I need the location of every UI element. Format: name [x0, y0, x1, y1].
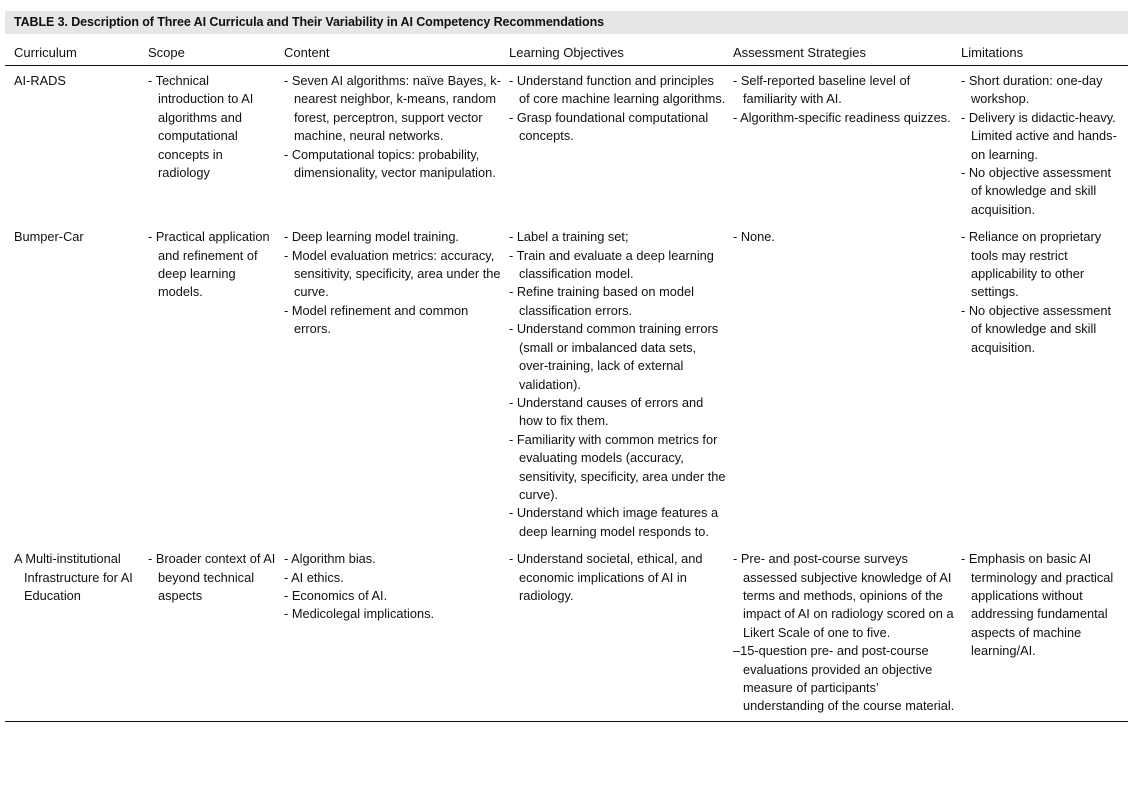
- limitations-list: [961, 550, 1122, 660]
- col-header-limitations: Limitations: [961, 43, 1128, 66]
- scope-item: - Technical introduction to AI algorithms and computational concepts in radiology: [148, 73, 254, 181]
- objectives-item: - Refine training based on model classification errors.: [509, 284, 694, 318]
- content-item: - Economics of AI.: [284, 587, 388, 603]
- col-header-content: Content: [284, 43, 509, 66]
- content-item: - Computational topics: probability, dimensionality, vector manipulation.: [284, 146, 496, 181]
- cell-curriculum: [5, 544, 148, 721]
- cell-limitations: [961, 66, 1128, 223]
- content-item: - Algorithm bias.: [284, 551, 376, 567]
- table-row: [5, 544, 1128, 721]
- table-row: [5, 222, 1128, 544]
- curriculum-name: Bumper-Car: [14, 229, 84, 245]
- objectives-item: - Understand common training errors (small or imbalanced data sets, over-training, lack of external validation).: [509, 321, 719, 392]
- assessment-item: - None.: [733, 229, 775, 245]
- objectives-item: - Understand function and principles of core machine learning algorithms.: [509, 73, 726, 107]
- limitations-item: - Delivery is didactic-heavy. Limited active and hands-on learning.: [961, 109, 1117, 162]
- cell-curriculum: [5, 66, 148, 223]
- objectives-item: - Understand causes of errors and how to fix them.: [509, 394, 704, 429]
- limitations-item: - Emphasis on basic AI terminology and practical applications without addressing fundamental aspects of machine learning/AI.: [961, 551, 1114, 659]
- assessment-list: [733, 228, 955, 246]
- limitations-item: - No objective assessment of knowledge and skill acquisition.: [961, 302, 1112, 355]
- col-header-assessment-strategies: Assessment Strategies: [733, 43, 961, 66]
- scope-list: [148, 72, 278, 182]
- scope-item: - Broader context of AI beyond technical aspects: [148, 551, 276, 603]
- objectives-item: - Familiarity with common metrics for evaluating models (accuracy, sensitivity, specificity, area under the curve).: [509, 431, 726, 502]
- cell-scope: [148, 544, 284, 721]
- col-header-scope: Scope: [148, 43, 284, 66]
- objectives-list: [509, 72, 727, 146]
- table-caption: TABLE 3. Description of Three AI Curricula and Their Variability in AI Competency Recommendations: [5, 11, 1128, 34]
- content-list: [284, 550, 503, 624]
- header-row: [5, 43, 1128, 66]
- cell-limitations: [961, 544, 1128, 721]
- cell-assessment: [733, 544, 961, 721]
- cell-content: [284, 544, 509, 721]
- assessment-list: [733, 550, 955, 716]
- content-item: - Seven AI algorithms: naïve Bayes, k-nearest neighbor, k-means, random forest, perceptron, support vector machine, neural networks.: [284, 73, 501, 144]
- cell-objectives: [509, 66, 733, 223]
- table-3: [5, 11, 1128, 722]
- limitations-item: - Short duration: one-day workshop.: [961, 73, 1103, 107]
- scope-list: [148, 228, 278, 302]
- curriculum-name: AI-RADS: [14, 73, 66, 88]
- assessment-item: - Algorithm-specific readiness quizzes.: [733, 109, 951, 125]
- objectives-item: - Grasp foundational computational concepts.: [509, 109, 709, 144]
- cell-assessment: [733, 66, 961, 223]
- cell-content: [284, 66, 509, 223]
- cell-content: [284, 222, 509, 544]
- cell-objectives: [509, 222, 733, 544]
- content-item: - AI ethics.: [284, 569, 344, 585]
- cell-scope: [148, 222, 284, 544]
- cell-assessment: [733, 222, 961, 544]
- curricula-table: [5, 43, 1128, 722]
- cell-curriculum: [5, 222, 148, 544]
- objectives-item: - Label a training set;: [509, 229, 629, 245]
- objectives-item: - Understand societal, ethical, and economic implications of AI in radiology.: [509, 551, 703, 603]
- cell-objectives: [509, 544, 733, 721]
- assessment-item: –15-question pre- and post-course evaluations provided an objective measure of participants’ understanding of the course material.: [733, 643, 955, 714]
- objectives-item: - Train and evaluate a deep learning classification model.: [509, 247, 714, 282]
- assessment-list: [733, 72, 955, 127]
- limitations-item: - Reliance on proprietary tools may restrict applicability to other settings.: [961, 229, 1102, 300]
- curriculum-name: A Multi-institutional Infrastructure for AI Education: [14, 551, 133, 603]
- cell-limitations: [961, 222, 1128, 544]
- assessment-item: - Pre- and post-course surveys assessed subjective knowledge of AI terms and methods, opinions of the impact of AI on radiology scored on a Likert Scale of one to five.: [733, 551, 954, 640]
- limitations-list: [961, 228, 1122, 357]
- table-row: [5, 66, 1128, 223]
- assessment-item: - Self-reported baseline level of familiarity with AI.: [733, 73, 911, 107]
- col-header-curriculum: Curriculum: [5, 43, 148, 66]
- content-list: [284, 72, 503, 182]
- col-header-learning-objectives: Learning Objectives: [509, 43, 733, 66]
- content-item: - Model evaluation metrics: accuracy, sensitivity, specificity, area under the curve.: [284, 247, 501, 300]
- content-item: - Deep learning model training.: [284, 229, 459, 245]
- limitations-list: [961, 72, 1122, 219]
- limitations-item: - No objective assessment of knowledge and skill acquisition.: [961, 165, 1112, 217]
- cell-scope: [148, 66, 284, 223]
- scope-list: [148, 550, 278, 605]
- objectives-item: - Understand which image features a deep learning model responds to.: [509, 505, 719, 539]
- content-item: - Medicolegal implications.: [284, 606, 435, 622]
- objectives-list: [509, 228, 727, 541]
- content-item: - Model refinement and common errors.: [284, 302, 469, 337]
- scope-item: - Practical application and refinement of deep learning models.: [148, 229, 270, 300]
- objectives-list: [509, 550, 727, 605]
- content-list: [284, 228, 503, 338]
